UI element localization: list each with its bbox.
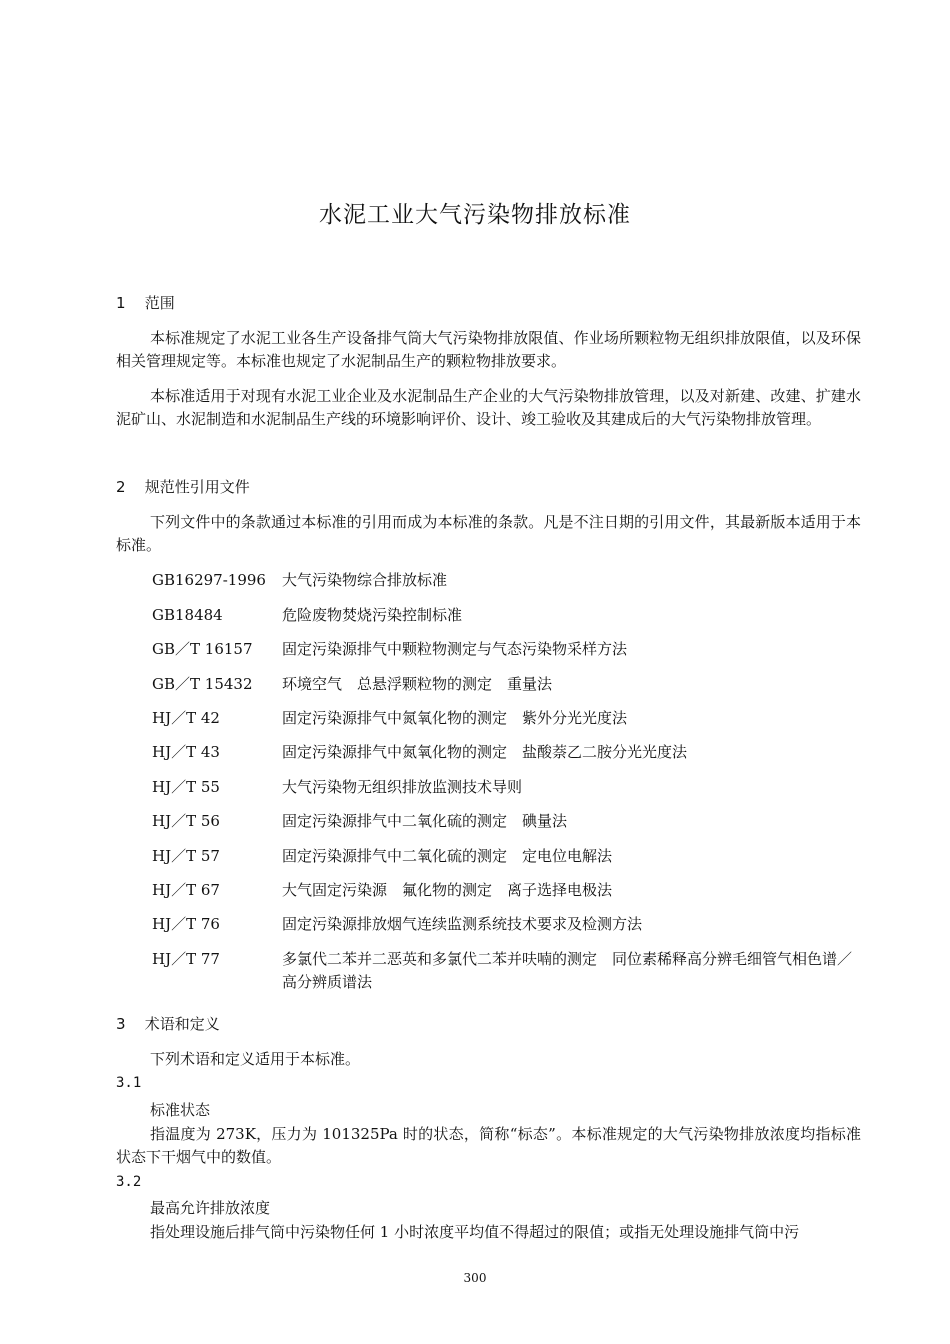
reference-code: HJ／T 43 xyxy=(152,743,220,761)
reference-code: HJ／T 55 xyxy=(152,778,220,796)
reference-name: 大气污染物综合排放标准 xyxy=(282,571,448,589)
subsection-number: 3.2 xyxy=(116,1174,142,1190)
reference-name: 固定污染源排气中氮氧化物的测定 盐酸萘乙二胺分光光度法 xyxy=(282,743,688,761)
reference-code: HJ／T 77 xyxy=(152,950,220,968)
reference-name: 固定污染源排气中颗粒物测定与气态污染物采样方法 xyxy=(282,640,628,658)
paragraph: 下列文件中的条款通过本标准的引用而成为本标准的条款。凡是不注日期的引用文件，其最新版本适用于本标准。 xyxy=(116,513,861,554)
reference-code: HJ／T 57 xyxy=(152,847,220,865)
paragraph: 下列术语和定义适用于本标准。 xyxy=(150,1050,361,1068)
section-number: 1 xyxy=(116,294,126,312)
reference-code: HJ／T 76 xyxy=(152,915,220,933)
reference-code: GB18484 xyxy=(152,606,223,624)
reference-name: 大气污染物无组织排放监测技术导则 xyxy=(282,778,523,796)
term-definition: 指处理设施后排气筒中污染物任何 1 小时浓度平均值不得超过的限值；或指无处理设施排气筒中污 xyxy=(150,1223,800,1241)
reference-name: 大气固定污染源 氟化物的测定 离子选择电极法 xyxy=(282,881,613,899)
reference-code: HJ／T 67 xyxy=(152,881,220,899)
reference-name: 危险废物焚烧污染控制标准 xyxy=(282,606,463,624)
paragraph: 本标准规定了水泥工业各生产设备排气筒大气污染物排放限值、作业场所颗粒物无组织排放限值，以及环保相关管理规定等。本标准也规定了水泥制品生产的颗粒物排放要求。 xyxy=(116,329,861,370)
section-3-heading xyxy=(116,1013,220,1034)
term-heading: 最高允许排放浓度 xyxy=(150,1199,271,1217)
term-heading: 标准状态 xyxy=(150,1101,211,1119)
section-title: 范围 xyxy=(144,294,175,312)
reference-name: 固定污染源排放烟气连续监测系统技术要求及检测方法 xyxy=(282,915,643,933)
reference-name: 环境空气 总悬浮颗粒物的测定 重量法 xyxy=(282,675,553,693)
paragraph: 本标准适用于对现有水泥工业企业及水泥制品生产企业的大气污染物排放管理，以及对新建、改建、扩建水泥矿山、水泥制造和水泥制品生产线的环境影响评价、设计、竣工验收及其建成后的大气污染物排放管理。 xyxy=(116,387,861,428)
reference-name: 固定污染源排气中氮氧化物的测定 紫外分光光度法 xyxy=(282,709,628,727)
subsection-number: 3.1 xyxy=(116,1075,142,1091)
reference-code: GB／T 16157 xyxy=(152,640,253,658)
reference-name: 多氯代二苯并二恶英和多氯代二苯并呋喃的测定 同位素稀释高分辨毛细管气相色谱／高分辨质谱法 xyxy=(282,950,853,991)
section-title: 术语和定义 xyxy=(144,1015,220,1033)
document-title: 水泥工业大气污染物排放标准 xyxy=(319,202,631,228)
section-2-heading xyxy=(116,476,250,497)
section-1-heading xyxy=(116,292,175,313)
reference-code: HJ／T 56 xyxy=(152,812,220,830)
reference-code: GB／T 15432 xyxy=(152,675,253,693)
reference-code: GB16297-1996 xyxy=(152,571,266,589)
reference-name: 固定污染源排气中二氧化硫的测定 碘量法 xyxy=(282,812,568,830)
section-title: 规范性引用文件 xyxy=(144,478,250,496)
reference-code: HJ／T 42 xyxy=(152,709,220,727)
section-number: 2 xyxy=(116,478,126,496)
reference-name: 固定污染源排气中二氧化硫的测定 定电位电解法 xyxy=(282,847,613,865)
section-number: 3 xyxy=(116,1015,126,1033)
page-number: 300 xyxy=(463,1271,487,1285)
term-definition: 指温度为 273K，压力为 101325Pa 时的状态，简称“标态”。本标准规定的大气污染物排放浓度均指标准状态下干烟气中的数值。 xyxy=(116,1125,861,1166)
